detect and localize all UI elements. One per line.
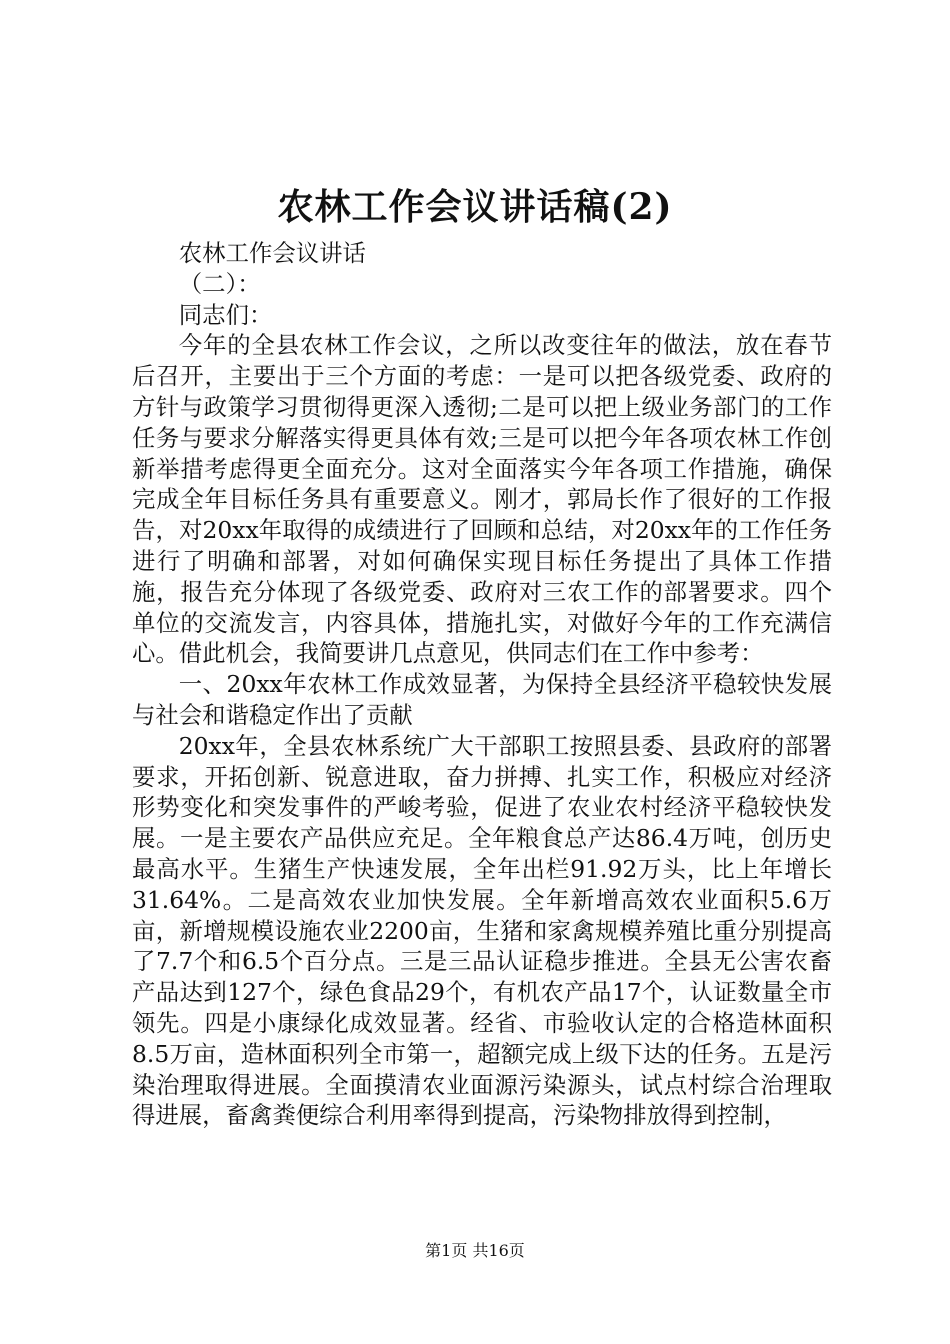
document-body [132,238,832,1131]
body-paragraph: 今年的全县农林工作会议，之所以改变往年的做法，放在春节后召开，主要出于三个方面的考虑：一是可以把各级党委、政府的方针与政策学习贯彻得更深入透彻;二是可以把上级业务部门的工作任务与要求分解落实得更具体有效;三是可以把今年各项农林工作创新举措考虑得更全面充分。这对全面落实今年各项工作措施，确保完成全年目标任务具有重要意义。刚才，郭局长作了很好的工作报告，对20xx年取得的成绩进行了回顾和总结，对20xx年的工作任务进行了明确和部署，对如何确保实现目标任务提出了具体工作措施，报告充分体现了各级党委、政府对三农工作的部署要求。四个单位的交流发言，内容具体，措施扎实，对做好今年的工作充满信心。借此机会，我简要讲几点意见，供同志们在工作中参考： [132,331,832,668]
section-heading: 一、20xx年农林工作成效显著，为保持全县经济平稳较快发展与社会和谐稳定作出了贡献 [132,670,832,729]
speech-part-number: （二）： [178,269,261,298]
salutation: 同志们： [178,300,273,329]
body-paragraph: 20xx年，全县农林系统广大干部职工按照县委、县政府的部署要求，开拓创新、锐意进取，奋力拼搏、扎实工作，积极应对经济形势变化和突发事件的严峻考验，促进了农业农村经济平稳较快发展。一是主要农产品供应充足。全年粮食总产达86.4万吨，创历史最高水平。生猪生产快速发展，全年出栏91.92万头，比上年增长31.64%。二是高效农业加快发展。全年新增高效农业面积5.6万亩，新增规模设施农业2200亩，生猪和家禽规模养殖比重分别提高了7.7个和6.5个百分点。三是三品认证稳步推进。全县无公害农畜产品达到127个，绿色食品29个，有机农产品17个，认证数量全市领先。四是小康绿化成效显著。经省、市验收认定的合格造林面积8.5万亩，造林面积列全市第一，超额完成上级下达的任务。五是污染治理取得进展。全面摸清农业面源污染源头，试点村综合治理取得进展，畜禽粪便综合利用率得到提高，污染物排放得到控制， [132,731,832,1130]
speech-subtitle: 农林工作会议讲话 [178,239,366,267]
document-title: 农林工作会议讲话稿(2) [277,186,673,228]
page-footer: 第1页 共16页 [425,1241,525,1260]
